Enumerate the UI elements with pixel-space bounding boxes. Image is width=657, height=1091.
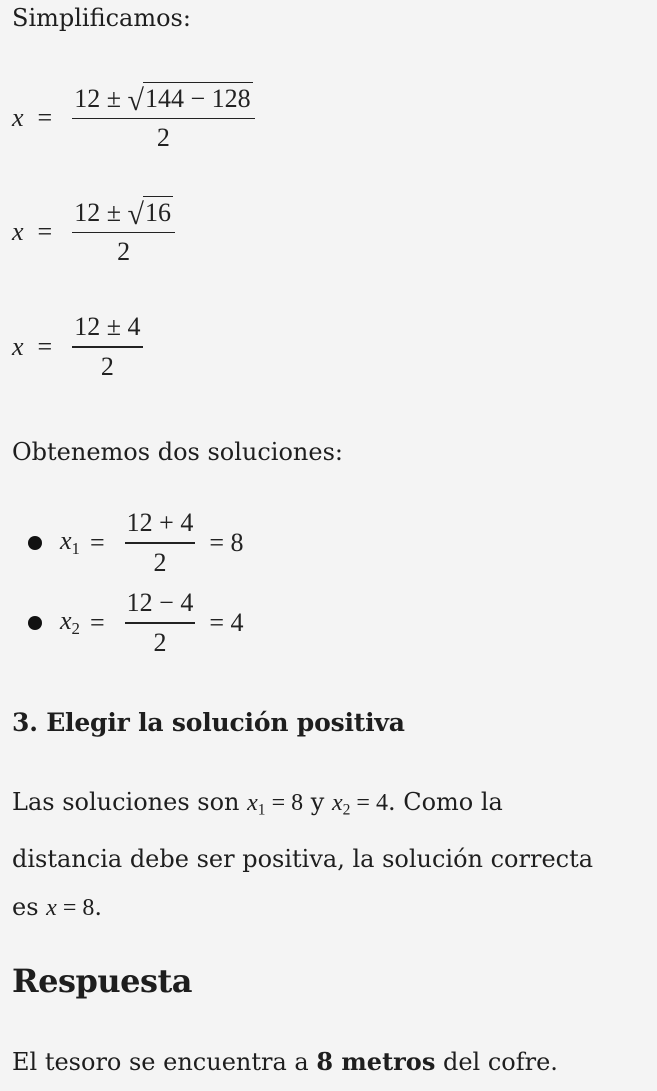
fraction (72, 82, 254, 153)
explanation-paragraph (12, 778, 632, 932)
solution-result: = 8 (209, 527, 244, 557)
paragraph-text: Las soluciones son (12, 788, 248, 816)
fraction-numerator (72, 82, 254, 118)
fraction-denominator: 2 (153, 547, 167, 577)
fraction-denominator: 2 (156, 123, 170, 153)
equals-sign: = (37, 331, 53, 361)
equation-step-3 (12, 312, 149, 382)
radical-sign-icon: √ (127, 83, 144, 117)
equals-sign: = (37, 102, 53, 132)
radicand: 16 (144, 198, 171, 227)
numerator-prefix: 12 ± (74, 197, 121, 227)
square-root (127, 196, 173, 231)
fraction-denominator: 2 (117, 237, 131, 267)
solution-result: = 4 (209, 607, 244, 637)
fraction-denominator: 2 (100, 351, 114, 381)
inline-math: = 4 (350, 790, 388, 816)
fraction (125, 588, 196, 658)
fraction-numerator: 12 − 4 (126, 588, 194, 617)
paragraph-text: . Como la (387, 788, 503, 816)
equation-variable: x (12, 331, 24, 361)
equals-sign: = (90, 527, 105, 557)
paragraph-text: . (94, 892, 102, 921)
equation-variable: x (12, 216, 24, 246)
subscript: 1 (71, 539, 80, 559)
section-heading: 3. Elegir la solución positiva (12, 708, 405, 737)
radical-sign-icon: √ (127, 197, 144, 231)
fraction (125, 508, 196, 578)
answer-heading: Respuesta (12, 962, 192, 1000)
solutions-intro: Obtenemos dos soluciones: (12, 438, 343, 466)
subscript: 2 (71, 619, 80, 639)
radicand: 144 − 128 (144, 84, 251, 113)
fraction-numerator: 12 ± 4 (74, 312, 141, 341)
numerator-prefix: 12 ± (74, 83, 121, 113)
answer-text (12, 1038, 558, 1086)
inline-math: = 8 (265, 790, 304, 816)
fraction-numerator (72, 196, 175, 232)
paragraph-text: y (303, 788, 332, 816)
paragraph-text: es (12, 892, 47, 921)
bullet-icon (28, 536, 42, 550)
fraction-denominator: 2 (153, 627, 167, 657)
solution-item-1 (12, 508, 244, 578)
solution-variable: $x_1$ (60, 526, 80, 559)
equals-sign: = (37, 216, 53, 246)
answer-highlight: 8 metros (316, 1047, 436, 1076)
inline-math: $x_2$ (331, 790, 351, 819)
fraction-numerator: 12 + 4 (126, 508, 194, 537)
inline-math: = 8 (56, 894, 95, 921)
inline-math: $x_1$ (247, 790, 266, 819)
document-page (12, 0, 643, 1091)
solution-item-2 (12, 588, 244, 658)
fraction (72, 312, 142, 382)
answer-prefix: El tesoro se encuentra a (12, 1048, 317, 1076)
intro-text: Simplificamos: (12, 4, 191, 32)
inline-math: x (46, 894, 57, 921)
equation-step-2 (12, 196, 181, 267)
equation-step-1 (12, 82, 261, 153)
square-root (127, 82, 253, 117)
equation-variable: x (12, 102, 24, 132)
bullet-icon (28, 616, 42, 630)
equals-sign: = (90, 607, 105, 637)
answer-suffix: del cofre. (435, 1048, 558, 1076)
solution-variable: $x_2$ (60, 606, 80, 639)
fraction (72, 196, 175, 267)
paragraph-text: distancia debe ser positiva, la solución correcta (12, 844, 594, 873)
